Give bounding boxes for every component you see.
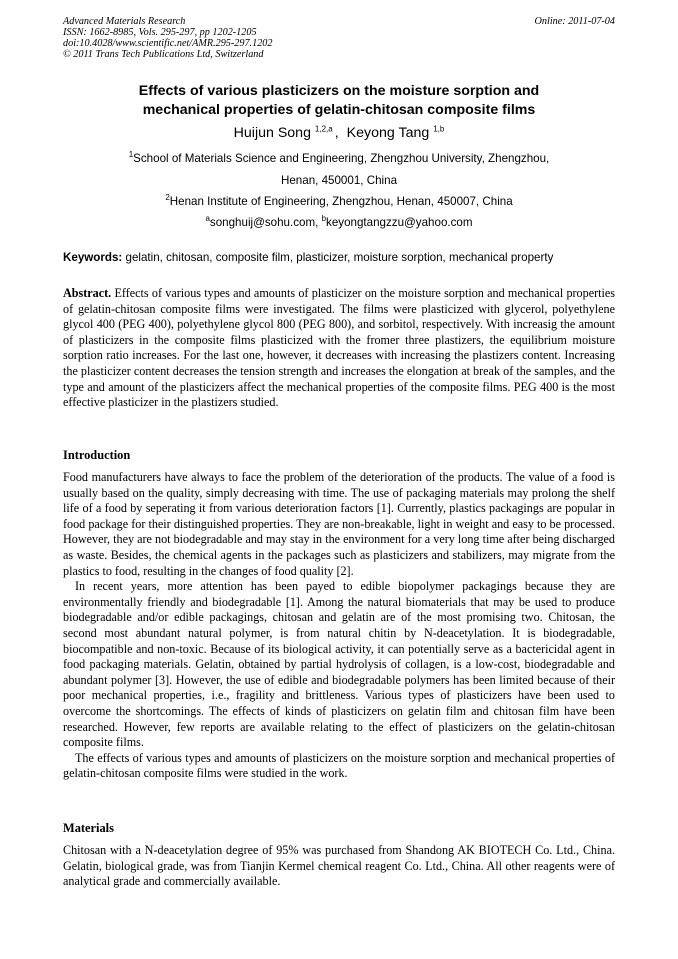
copyright-line: © 2011 Trans Tech Publications Ltd, Switzerland <box>63 49 264 60</box>
materials-body <box>63 843 615 890</box>
introduction-body <box>63 470 615 782</box>
affiliation-2-mark: 2 <box>165 193 170 203</box>
issn-line: ISSN: 1662-8985, Vols. 295-297, pp 1202-1205 <box>63 27 257 38</box>
affiliation-2-text: Henan Institute of Engineering, Zhengzhou, Henan, 450007, China <box>169 195 513 208</box>
author-2-affil: 1,b <box>433 124 445 134</box>
title-line-1: Effects of various plasticizers on the moisture sorption and <box>138 83 540 99</box>
abstract-label: Abstract. <box>63 286 112 300</box>
materials-heading: Materials <box>63 821 114 835</box>
affiliation-1 <box>63 152 615 166</box>
author-2-name: Keyong Tang <box>346 125 430 141</box>
author-separator: , <box>334 125 339 141</box>
keywords <box>63 251 623 265</box>
keywords-label: Keywords: <box>63 251 123 264</box>
materials-paragraph-1: Chitosan with a N-deacetylation degree of 95% was purchased from Shandong AK BIOTECH Co. Ltd., China. Gelatin, biological grade, was from Tianjin Kermel chemical reagent Co. Ltd., China. All other reagents were of analytical grade and commercially available. <box>63 843 615 889</box>
abstract <box>63 286 615 411</box>
email-b-mark: b <box>321 214 327 224</box>
title-line-2: mechanical properties of gelatin-chitosan composite films <box>142 102 536 118</box>
introduction-heading: Introduction <box>63 448 131 462</box>
email-a-mark: a <box>205 214 210 224</box>
author-list <box>63 124 615 142</box>
affiliation-1-line-1: School of Materials Science and Engineering, Zhengzhou University, Zhengzhou, <box>133 152 550 165</box>
introduction-paragraph-2: In recent years, more attention has been payed to edible biopolymer packagings because they are environmentally friendly and biodegradable [1]. Among the natural biomaterials that may be used to produce biodegradable and/or edible packagings, chitosan and gelatin are of the most promising two. Chitosan, the second most abundant natural polymer, is from natural chitin by N-deacetylation. It is biodegradable, biocompatible and non-toxic. Because of its biological activity, it can potentially serve as a bactericidal agent in food packaging materials. Gelatin, obtained by partial hydrolysis of collagen, is a low-cost, biodegradable and abundant polymer [3]. However, the use of edible and biodegradable polymers has been limited because of their poor mechanical properties, i.e., fragility and brittleness. Various types of plasticizers have been used to overcome the shortcomings. The effects of kinds of plasticizers on gelatin film and chitosan film have been researched. However, few reports are available relating to the effect of plasticizers on the gelatin-chitosan composite films. <box>63 579 615 750</box>
doi-line: doi:10.4028/www.scientific.net/AMR.295-297.1202 <box>63 38 273 49</box>
affiliation-1-mark: 1 <box>128 150 134 160</box>
author-1-affil: 1,2,a <box>314 124 333 134</box>
introduction-paragraph-1: Food manufacturers have always to face the problem of the deterioration of the products. The value of a food is usually based on the quality, simply decreasing with time. The use of packaging materials may prolong the shelf life of a food by seperating it from various deterioration factors [1]. Currently, plastics packagings are popular in food package for their distinguished properties. They are non-breakable, light in weight and easy to be processed. However, they are not biodegradable and may stay in the environment for a very long time after being discharged as waste. Besides, the chemical agents in the packages such as plasticizers and stabilizers, may migrate from the plastics to food, resulting in the changes of food quality [2]. <box>63 470 615 578</box>
email-b: keyongtangzzu@yahoo.com <box>326 216 473 229</box>
affiliation-1-cont: Henan, 450001, China <box>280 174 398 187</box>
journal-header <box>63 16 272 60</box>
online-date: Online: 2011-07-04 <box>534 16 615 27</box>
affiliation-2 <box>63 195 615 209</box>
abstract-text: Effects of various types and amounts of plasticizer on the moisture sorption and mechanical properties of gelatin-chitosan composite films were investigated. The films were plasticized with glycerol, polyethylene glycol 400 (PEG 400), polyethylene glycol 800 (PEG 800), and sorbitol, respectively. With increasig the amount of plasticizers in the composite films plasticized with the fromer three plastizers, the equilibrium moisture sorption ratio increases. For the last one, however, it decreases with increasing the plastizers content. Increasing the plasticizer content decreases the tension strength and increases the elongation at break of the samples, and the type and amount of the plasticizers affect the mechanical properties of the composite films. PEG 400 is the most effective plasticizer in the plastizers studied. <box>63 286 615 410</box>
email-a: songhuij@sohu.com, <box>209 216 319 229</box>
author-1-name: Huijun Song <box>233 125 311 141</box>
journal-name: Advanced Materials Research <box>63 16 186 27</box>
keywords-text: gelatin, chitosan, composite film, plasticizer, moisture sorption, mechanical property <box>125 251 554 264</box>
author-emails <box>63 216 615 230</box>
paper-title <box>63 82 615 120</box>
introduction-paragraph-3: The effects of various types and amounts of plasticizers on the moisture sorption and mechanical properties of gelatin-chitosan composite films were studied in the work. <box>63 750 615 781</box>
